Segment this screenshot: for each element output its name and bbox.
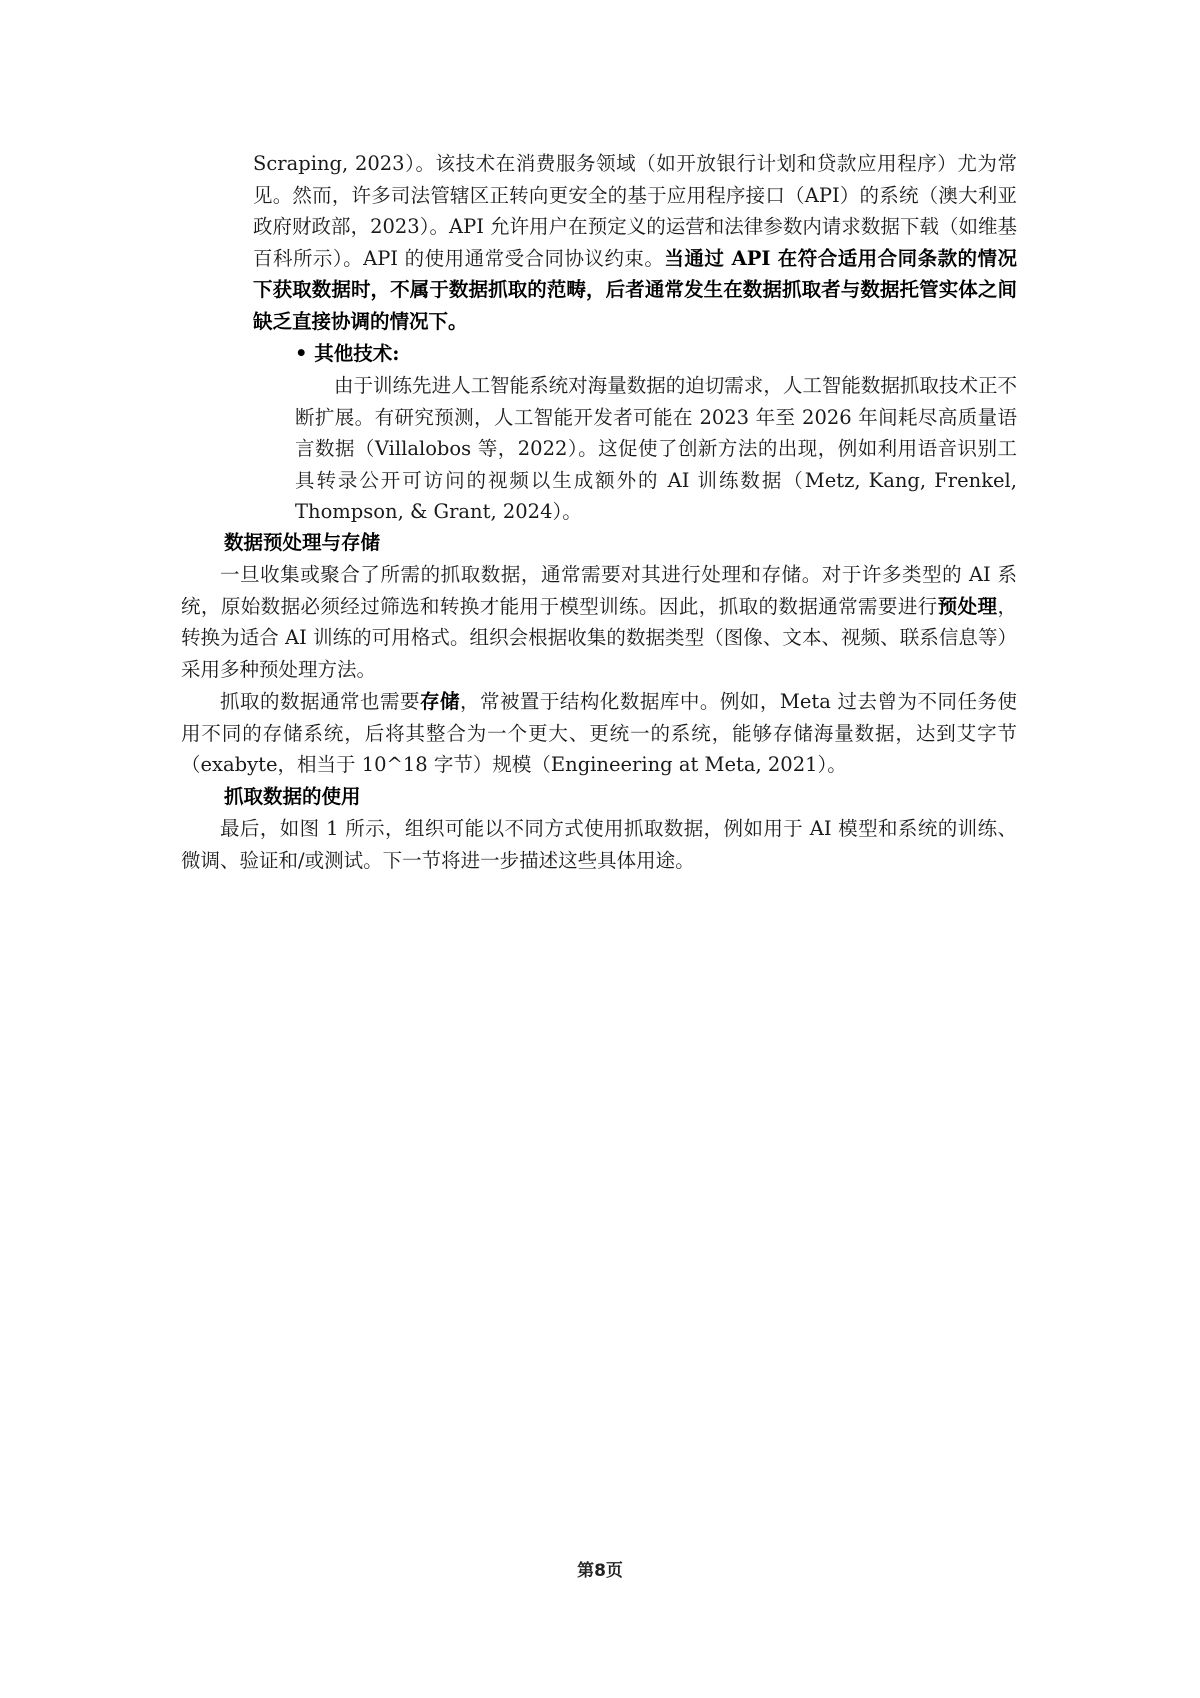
- page-number: 第8页: [577, 1561, 623, 1581]
- other-tech-body: 由于训练先进人工智能系统对海量数据的迫切需求，人工智能数据抓取技术正不断扩展。有研究预测，人工智能开发者可能在 2023 年至 2026 年间耗尽高质量语言数据（Villalobos 等，2022）。这促使了创新方法的出现，例如利用语音识别工具转录公开可访问的视频以生成额外的 AI 训练数据（Metz, Kang, Frenkel, Thompson, & Grant, 2024）。: [295, 374, 1017, 524]
- preprocess-p1-text-b: ，转换为适合 AI 训练的可用格式。组织会根据收集的数据类型（图像、文本、视频、联系信息等）采用多种预处理方法。: [181, 594, 1017, 681]
- top-paragraph-text: Scraping, 2023）。该技术在消费服务领域（如开放银行计划和贷款应用程序）尤为常见。然而，许多司法管辖区正转向更安全的基于应用程序接口（API）的系统（澳大利亚政府财政部，2023）。API 允许用户在预定义的运营和法律参数内请求数据下载（如维基百科所示）。API 的使用通常受合同协议约束。: [253, 152, 1017, 270]
- other-tech-heading: • 其他技术:: [295, 342, 400, 365]
- preprocess-p2-bold: 存储: [419, 690, 460, 713]
- usage-paragraph: 最后，如图 1 所示，组织可能以不同方式使用抓取数据，例如用于 AI 模型和系统的训练、微调、验证和/或测试。下一节将进一步描述这些具体用途。: [181, 817, 1017, 872]
- preprocess-paragraph-1: [181, 559, 1017, 685]
- preprocess-p2-text-b: ，常被置于结构化数据库中。例如，Meta 过去曾为不同任务使用不同的存储系统，后将其整合为一个更大、更统一的系统，能够存储海量数据，达到艾字节（exabyte，相当于 10^18 字节）规模（Engineering at Meta, 2021）。: [181, 690, 1017, 777]
- section-heading-preprocess: 数据预处理与存储: [224, 531, 381, 554]
- top-paragraph: [253, 148, 1017, 338]
- preprocess-p1-text-a: 一旦收集或聚合了所需的抓取数据，通常需要对其进行处理和存储。对于许多类型的 AI 系统，原始数据必须经过筛选和转换才能用于模型训练。因此，抓取的数据通常需要进行: [181, 563, 1017, 618]
- preprocess-p2-text-a: 抓取的数据通常也需要: [220, 690, 420, 713]
- top-paragraph-bold-text: 当通过 API 在符合适用合同条款的情况下获取数据时，不属于数据抓取的范畴，后者通常发生在数据抓取者与数据托管实体之间缺乏直接协调的情况下。: [253, 246, 1018, 333]
- section-heading-usage: 抓取数据的使用: [224, 785, 361, 808]
- preprocess-paragraph-2: [181, 686, 1017, 781]
- preprocess-p1-bold: 预处理: [937, 594, 998, 618]
